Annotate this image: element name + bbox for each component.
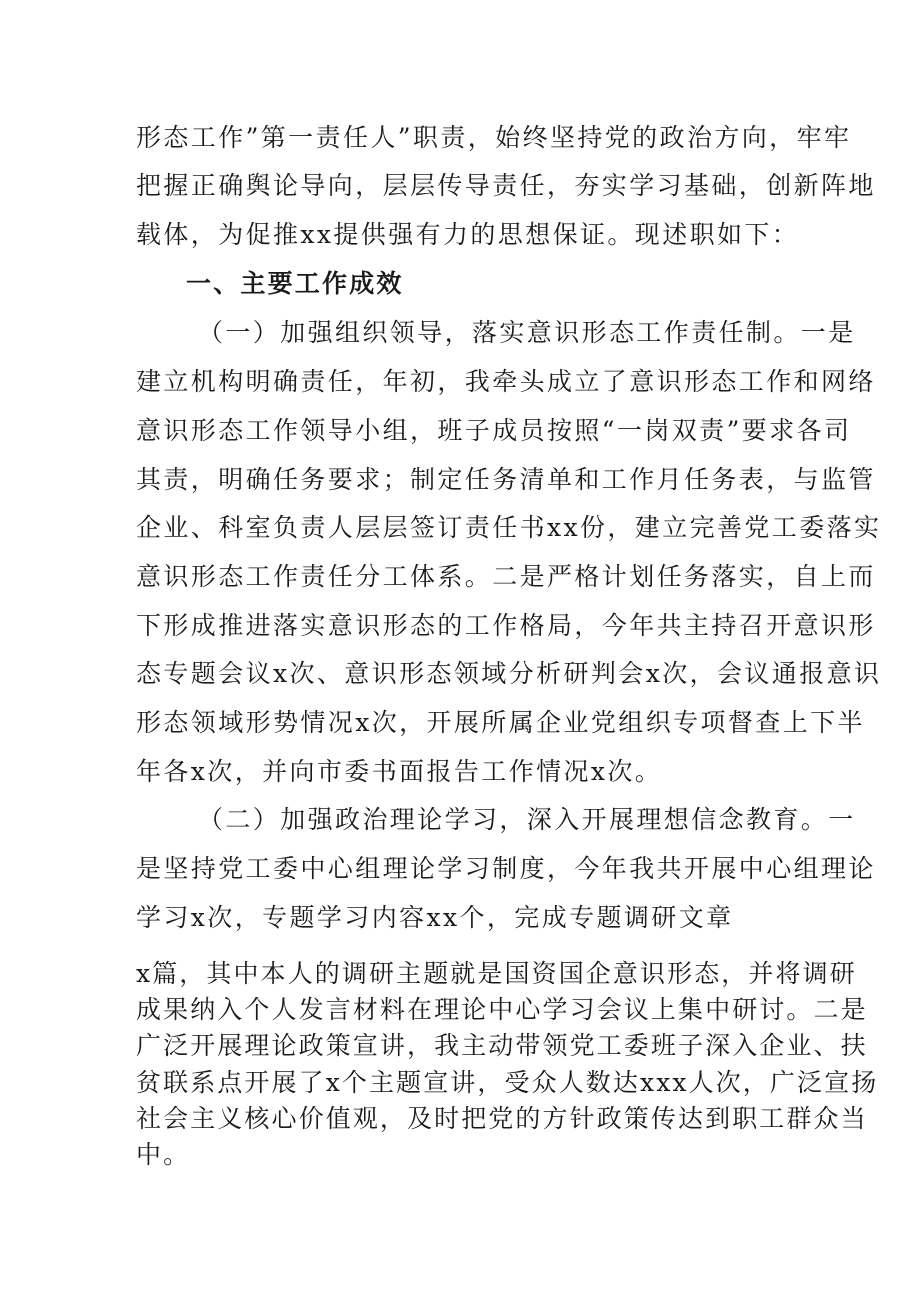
- body-text-line: 成果纳入个人发言材料在理论中心学习会议上集中研讨。二是: [136, 995, 868, 1024]
- body-text-line: 贫联系点开展了x个主题宣讲，受众人数达xxx人次，广泛宣扬: [136, 1068, 879, 1097]
- body-text-line: 中。: [136, 1140, 191, 1169]
- body-text-line: 下形成推进落实意识形态的工作格局，今年共主持召开意识形: [136, 611, 876, 640]
- body-text-line: 形态领域形势情况x次，开展所属企业党组织专项督查上下半: [136, 708, 865, 737]
- body-text-line: 企业、科室负责人层层签订责任书xx份，建立完善党工委落实: [136, 513, 882, 542]
- subsection-title-line: （一）加强组织领导，落实意识形态工作责任制。一是: [198, 318, 856, 347]
- body-text-line: 态专题会议x次、意识形态领域分析研判会x次，会议通报意识: [136, 659, 882, 688]
- subsection-title-line: （二）加强政治理论学习，深入开展理想信念教育。一: [198, 805, 856, 834]
- body-text-line: 载体，为促推xx提供强有力的思想保证。现述职如下：: [136, 220, 800, 249]
- body-text-line: 学习x次，专题学习内容xx个，完成专题调研文章: [136, 903, 734, 932]
- body-text-line: 社会主义核心价值观，及时把党的方针政策传达到职工群众当: [136, 1104, 868, 1133]
- body-text-line: 意识形态工作责任分工体系。二是严格计划任务落实，自上而: [136, 562, 876, 591]
- body-text-line: 形态工作”第一责任人”职责，始终坚持党的政治方向，牢牢: [136, 123, 852, 152]
- body-text-line: 把握正确舆论导向，层层传导责任，夯实学习基础，创新阵地: [136, 171, 876, 200]
- body-text-line: 是坚持党工委中心组理论学习制度，今年我共开展中心组理论: [136, 854, 876, 883]
- body-text-line: 其责，明确任务要求；制定任务清单和工作月任务表，与监管: [136, 465, 876, 494]
- body-text-line: x篇，其中本人的调研主题就是国资国企意识形态，并将调研: [136, 959, 857, 988]
- body-text-line: 意识形态工作领导小组，班子成员按照“一岗双责”要求各司: [136, 416, 852, 445]
- section-heading: 一、主要工作成效: [186, 269, 404, 298]
- body-text-line: 广泛开展理论政策宣讲，我主动带领党工委班子深入企业、扶: [136, 1031, 868, 1060]
- body-text-line: 建立机构明确责任，年初，我牵头成立了意识形态工作和网络: [136, 367, 876, 396]
- body-text-line: 年各x次，并向市委书面报告工作情况x次。: [136, 757, 663, 786]
